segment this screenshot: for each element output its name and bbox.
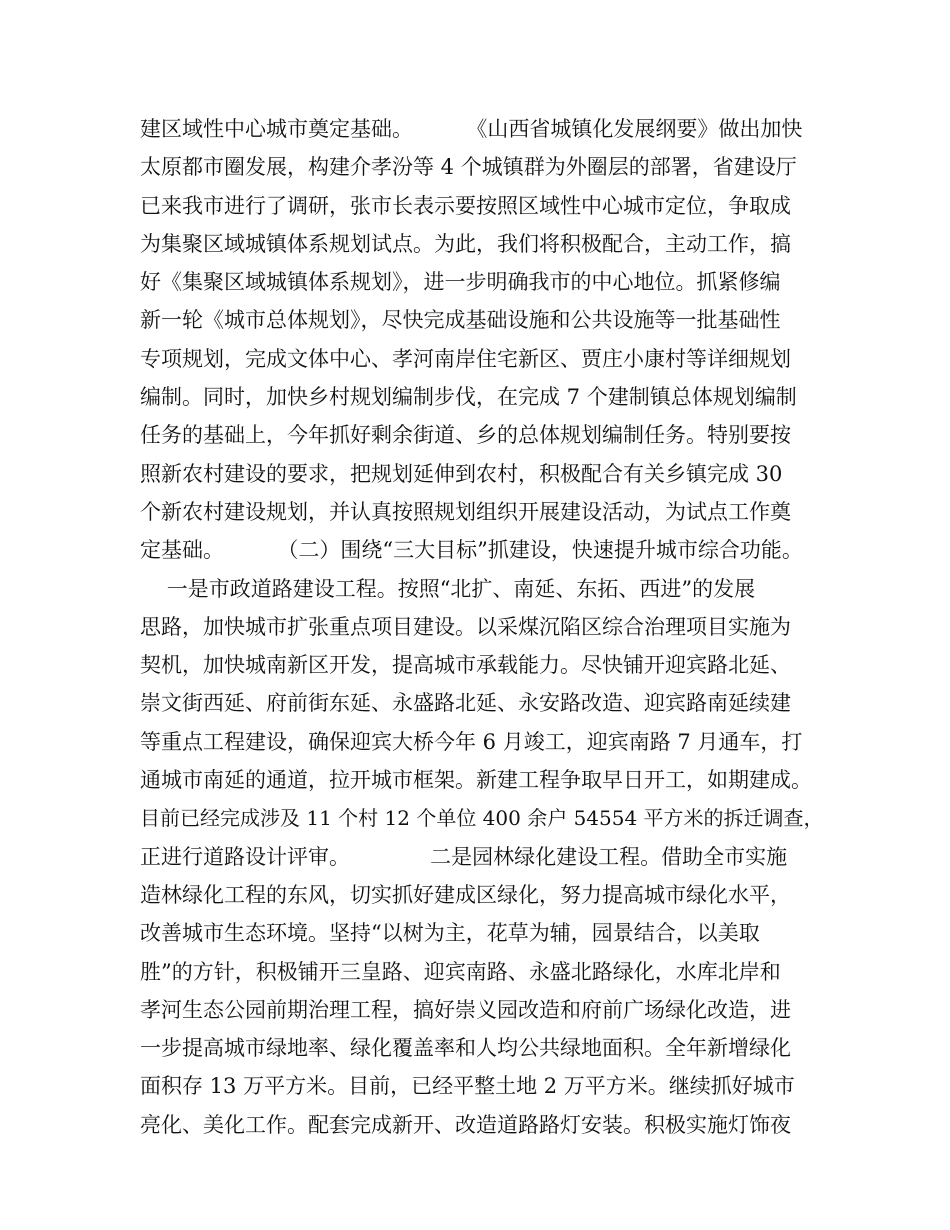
text-line: 太原都市圈发展，构建介孝汾等 4 个城镇群为外圈层的部署，省建设厅 [140, 155, 797, 180]
text-line: 目前已经完成涉及 11 个村 12 个单位 400 余户 54554 平方米的拆迁调查， [140, 806, 824, 831]
text-line: 崇文街西延、府前街东延、永盛路北延、永安路改造、迎宾路南延续建 [140, 691, 791, 716]
text-line: 思路，加快城市扩张重点项目建设。以采煤沉陷区综合治理项目实施为 [140, 614, 791, 639]
text-line: 通城市南延的通道，拉开城市框架。新建工程争取早日开工，如期建成。 [140, 768, 812, 793]
body-text [140, 110, 830, 1144]
text-line: 面积存 13 万平方米。目前，已经平整土地 2 万平方米。继续抓好城市 [140, 1074, 795, 1099]
text-line: 编制。同时，加快乡村规划编制步伐，在完成 7 个建制镇总体规划编制 [140, 385, 797, 410]
text-line: 新一轮《城市总体规划》，尽快完成基础设施和公共设施等一批基础性 [140, 308, 781, 333]
text-line: 改善城市生态环境。坚持“以树为主，花草为辅，园景结合，以美取 [140, 921, 760, 946]
text-line: 建区域性中心城市奠定基础。 《山西省城镇化发展纲要》做出加快 [140, 117, 803, 141]
text-line: 为集聚区域城镇体系规划试点。为此，我们将积极配合，主动工作，搞 [140, 231, 791, 256]
text-line: 孝河生态公园前期治理工程，搞好崇义园改造和府前广场绿化改造，进 [140, 997, 791, 1022]
text-line: 一是市政道路建设工程。按照“北扩、南延、东拓、西进”的发展 [140, 576, 756, 601]
text-line: 个新农村建设规划，并认真按照规划组织开展建设活动，为试点工作奠 [140, 499, 791, 524]
text-line: 亮化、美化工作。配套完成新开、改造道路路灯安装。积极实施灯饰夜 [140, 1112, 791, 1137]
text-line: 已来我市进行了调研，张市长表示要按照区域性中心城市定位，争取成 [140, 193, 791, 218]
text-line: 定基础。 （二）围绕“三大目标”抓建设，快速提升城市综合功能。 [140, 538, 803, 563]
text-line: 造林绿化工程的东风，切实抓好建成区绿化，努力提高城市绿化水平， [140, 882, 791, 907]
text-line: 等重点工程建设，确保迎宾大桥今年 6 月竣工，迎宾南路 7 月通车，打 [140, 729, 803, 754]
text-line: 正进行道路设计评审。 二是园林绿化建设工程。借助全市实施 [140, 844, 788, 869]
text-line: 胜”的方针，积极铺开三皇路、迎宾南路、永盛北路绿化，水库北岸和 [140, 959, 781, 984]
text-line: 契机，加快城南新区开发，提高城市承载能力。尽快铺开迎宾路北延、 [140, 653, 791, 678]
text-line: 照新农村建设的要求，把规划延伸到农村，积极配合有关乡镇完成 30 [140, 461, 783, 486]
text-line: 专项规划，完成文体中心、孝河南岸住宅新区、贾庄小康村等详细规划 [140, 346, 791, 371]
text-line: 任务的基础上，今年抓好剩余街道、乡的总体规划编制任务。特别要按 [140, 423, 791, 448]
text-line: 一步提高城市绿地率、绿化覆盖率和人均公共绿地面积。全年新增绿化 [140, 1036, 791, 1061]
text-line: 好《集聚区域城镇体系规划》，进一步明确我市的中心地位。抓紧修编 [140, 270, 781, 295]
